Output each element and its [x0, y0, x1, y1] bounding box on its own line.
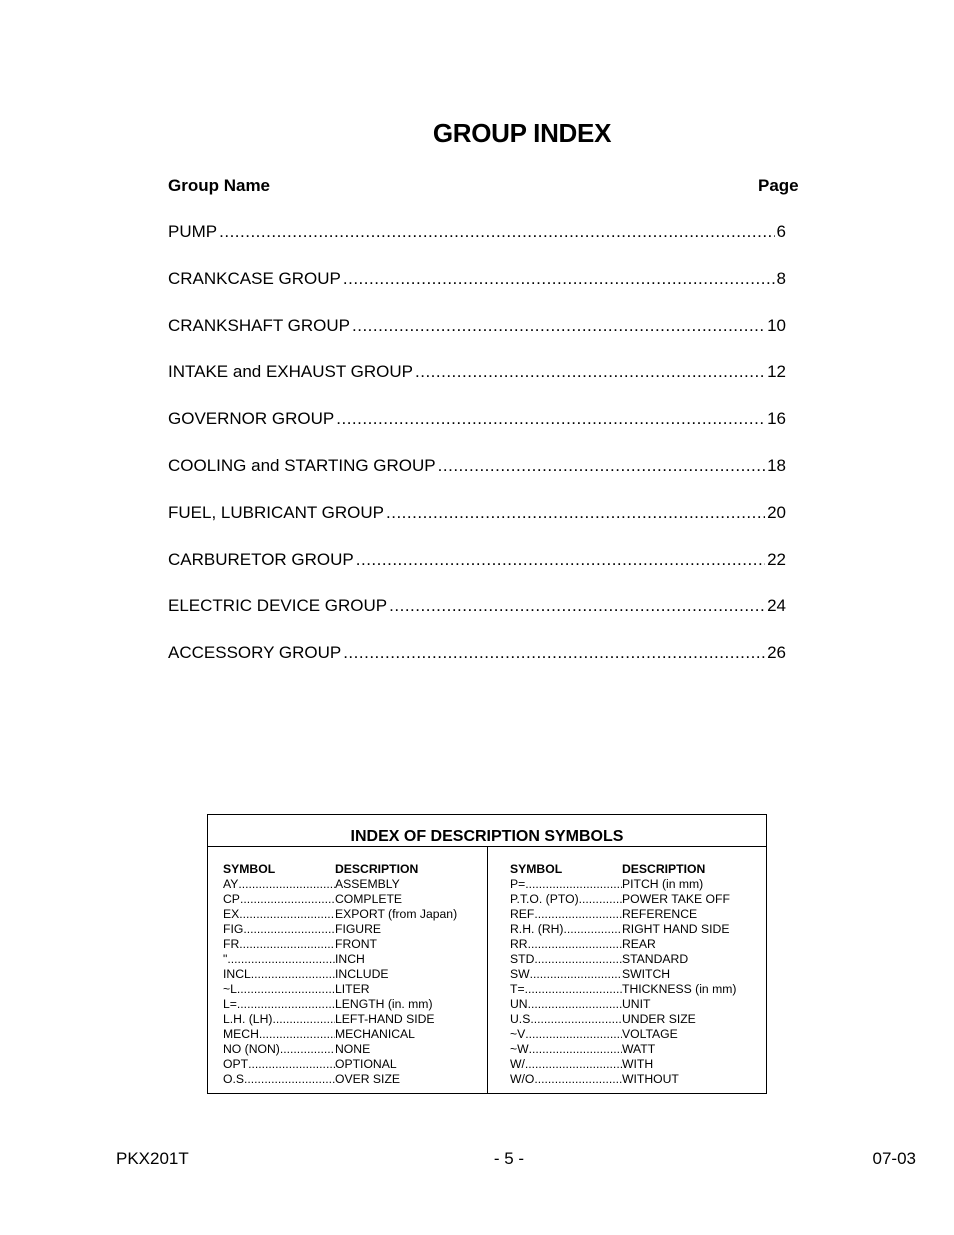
dot-leader: [240, 892, 335, 907]
symbol-description: THICKNESS (in mm): [622, 982, 737, 996]
symbol-cell: [223, 1012, 335, 1027]
symbol-cell: [510, 907, 622, 922]
dot-leader: [525, 1057, 622, 1072]
symbol-code: P=: [510, 877, 526, 891]
symbol-description: NONE: [335, 1042, 371, 1056]
symbol-description: ASSEMBLY: [335, 877, 400, 891]
symbols-box-title: [208, 815, 766, 847]
symbol-cell: [223, 1072, 335, 1087]
toc-entry: [168, 222, 786, 269]
symbol-cell: [223, 997, 335, 1012]
symbol-row: [510, 997, 736, 1012]
symbol-description: RIGHT HAND SIDE: [622, 922, 730, 936]
footer-page-number: - 5 -: [493, 1149, 525, 1168]
symbol-cell: [510, 1012, 622, 1027]
symbol-code: FIG: [223, 922, 244, 936]
symbol-code: CP: [223, 892, 240, 906]
symbol-row: [510, 877, 736, 892]
symbol-description: REFERENCE: [622, 907, 698, 921]
symbol-code: ~V: [510, 1027, 526, 1041]
symbol-description: SWITCH: [622, 967, 671, 981]
symbol-row: [223, 1042, 457, 1057]
dot-leader: [415, 362, 765, 382]
symbol-cell: [510, 1042, 622, 1057]
toc-entry: [168, 643, 786, 690]
symbol-cell: [510, 982, 622, 997]
toc-entry: [168, 409, 786, 456]
group-index-list: [168, 222, 786, 690]
symbol-description: FRONT: [335, 937, 377, 951]
toc-entry-page: 10: [767, 315, 786, 335]
symbol-description: WATT: [622, 1042, 656, 1056]
dot-leader: [525, 982, 622, 997]
dot-leader: [280, 1042, 335, 1057]
symbol-description: LEFT-HAND SIDE: [335, 1012, 435, 1026]
symbol-row: [510, 967, 736, 982]
symbol-description: STANDARD: [622, 952, 689, 966]
symbol-description: INCLUDE: [335, 967, 389, 981]
symbol-cell: [223, 907, 335, 922]
symbol-description: WITHOUT: [622, 1072, 679, 1086]
symbol-cell: [510, 952, 622, 967]
symbol-row: [510, 1057, 736, 1072]
dot-leader: [237, 997, 335, 1012]
symbol-row: [223, 952, 457, 967]
symbol-description: INCH: [335, 952, 365, 966]
dot-leader: [525, 1027, 622, 1042]
symbol-cell: [223, 967, 335, 982]
toc-entry: [168, 456, 786, 503]
toc-entry: [168, 269, 786, 316]
symbol-row: [223, 1012, 457, 1027]
symbol-code: OPT: [223, 1057, 249, 1071]
symbol-row: [223, 877, 457, 892]
dot-leader: [356, 550, 765, 570]
toc-entry-name: PUMP: [168, 222, 218, 241]
symbol-cell: [223, 1027, 335, 1042]
symbol-row: [510, 1072, 736, 1087]
dot-leader: [343, 643, 765, 663]
symbol-row: [223, 1057, 457, 1072]
symbol-description: LENGTH (in. mm): [335, 997, 433, 1011]
symbol-cell: [510, 1027, 622, 1042]
toc-entry: [168, 503, 786, 550]
symbol-code: W/: [510, 1057, 525, 1071]
symbols-left-header: [223, 862, 457, 877]
footer-date: 07-03: [872, 1149, 916, 1168]
symbol-description: UNDER SIZE: [622, 1012, 696, 1026]
symbol-row: [223, 922, 457, 937]
symbol-cell: [510, 997, 622, 1012]
dot-leader: [219, 222, 774, 242]
toc-entry-name: CARBURETOR GROUP: [168, 549, 354, 569]
symbol-code: W/O: [510, 1072, 535, 1086]
symbols-right-header: [510, 862, 736, 877]
description-symbols-box: [207, 814, 767, 1094]
symbol-description: VOLTAGE: [622, 1027, 678, 1041]
dot-leader: [238, 877, 335, 892]
symbol-code: UN: [510, 997, 528, 1011]
toc-entry: [168, 362, 786, 409]
toc-entry-page: 6: [776, 222, 786, 241]
toc-entry-page: 12: [767, 362, 786, 382]
symbol-row: [223, 997, 457, 1012]
symbol-cell: [510, 892, 622, 907]
footer-model: PKX201T: [116, 1149, 189, 1168]
symbol-row: [223, 1027, 457, 1042]
dot-leader: [386, 503, 765, 523]
dot-leader: [530, 967, 622, 982]
symbol-row: [510, 1042, 736, 1057]
dot-leader: [343, 269, 775, 289]
symbol-code: ~L: [223, 982, 237, 996]
symbol-code: RR.: [510, 937, 531, 951]
toc-entry-page: 8: [776, 268, 786, 288]
symbol-row: [223, 967, 457, 982]
toc-entry-name: ELECTRIC DEVICE GROUP: [168, 596, 388, 616]
group-name-heading: Group Name: [168, 176, 271, 195]
toc-entry: [168, 550, 786, 597]
symbol-cell: [510, 1057, 622, 1072]
dot-leader: [248, 1057, 335, 1072]
toc-entry-name: INTAKE and EXHAUST GROUP: [168, 362, 413, 382]
description-column-header: DESCRIPTION: [622, 862, 706, 876]
toc-entry-page: 20: [767, 502, 786, 522]
symbol-row: [223, 982, 457, 997]
dot-leader: [531, 937, 622, 952]
page-title: GROUP INDEX: [432, 118, 612, 148]
symbol-cell: [510, 937, 622, 952]
dot-leader: [243, 922, 335, 937]
symbol-cell: [510, 967, 622, 982]
symbol-description: POWER TAKE OFF: [622, 892, 730, 906]
symbol-code: STD.: [510, 952, 538, 966]
dot-leader: [529, 1042, 622, 1057]
symbol-description: UNIT: [622, 997, 651, 1011]
symbol-code: SW: [510, 967, 530, 981]
symbol-row: [510, 907, 736, 922]
symbol-code: MECH: [223, 1027, 259, 1041]
dot-leader: [534, 907, 622, 922]
dot-leader: [227, 952, 335, 967]
dot-leader: [538, 952, 622, 967]
symbol-cell: [510, 1072, 622, 1087]
symbol-description: WITH: [622, 1057, 654, 1071]
symbol-column-header: SYMBOL: [223, 862, 276, 876]
symbol-description: OVER SIZE: [335, 1072, 401, 1086]
symbol-code: T=: [510, 982, 525, 996]
dot-leader: [534, 1072, 622, 1087]
symbol-code: NO (NON): [223, 1042, 280, 1056]
symbol-row: [510, 952, 736, 967]
symbol-description: OPTIONAL: [335, 1057, 397, 1071]
symbol-code: INCL.: [223, 967, 255, 981]
toc-entry-name: CRANKCASE GROUP: [168, 268, 341, 288]
symbol-code: O.S.: [223, 1072, 248, 1086]
symbol-cell: [223, 937, 335, 952]
dot-leader: [438, 456, 765, 476]
toc-entry-page: 18: [767, 455, 786, 475]
toc-entry: [168, 316, 786, 363]
symbol-row: [510, 892, 736, 907]
dot-leader: [247, 1072, 335, 1087]
symbol-row: [223, 937, 457, 952]
dot-leader: [254, 967, 335, 982]
dot-leader: [239, 907, 335, 922]
symbol-description: EXPORT (from Japan): [335, 907, 458, 921]
column-divider: [487, 847, 488, 1093]
symbol-cell: [223, 877, 335, 892]
symbol-code: FR: [223, 937, 240, 951]
symbol-code: R.H. (RH): [510, 922, 564, 936]
dot-leader: [272, 1012, 335, 1027]
symbol-cell: [223, 1042, 335, 1057]
symbol-row: [223, 1072, 457, 1087]
symbol-description: FIGURE: [335, 922, 382, 936]
symbol-code: EX: [223, 907, 240, 921]
symbol-row: [510, 1027, 736, 1042]
toc-entry-name: COOLING and STARTING GROUP: [168, 455, 436, 475]
symbol-cell: [510, 877, 622, 892]
symbol-row: [510, 937, 736, 952]
symbol-description: MECHANICAL: [335, 1027, 415, 1041]
symbol-column-header: SYMBOL: [510, 862, 563, 876]
dot-leader: [525, 877, 622, 892]
dot-leader: [530, 1012, 622, 1027]
toc-entry-name: FUEL, LUBRICANT GROUP: [168, 502, 385, 522]
symbol-description: PITCH (in mm): [622, 877, 704, 891]
symbol-cell: [223, 922, 335, 937]
page-heading: Page: [758, 176, 799, 195]
symbol-code: L=: [223, 997, 237, 1011]
toc-entry-name: CRANKSHAFT GROUP: [168, 315, 350, 335]
symbol-cell: [223, 892, 335, 907]
dot-leader: [389, 596, 765, 616]
symbol-description: LITER: [335, 982, 370, 996]
toc-entry-page: 24: [767, 596, 786, 616]
toc-entry-page: 22: [767, 549, 786, 569]
dot-leader: [239, 937, 335, 952]
symbol-code: REF: [510, 907, 535, 921]
dot-leader: [352, 316, 765, 336]
dot-leader: [237, 982, 335, 997]
description-column-header: DESCRIPTION: [335, 862, 419, 876]
symbol-cell: [223, 982, 335, 997]
symbol-cell: [223, 1057, 335, 1072]
symbol-code: ": [223, 952, 228, 966]
symbols-right-column: [510, 862, 736, 1087]
dot-leader: [563, 922, 622, 937]
symbol-row: [510, 922, 736, 937]
toc-entry: [168, 596, 786, 643]
symbol-row: [510, 982, 736, 997]
symbol-description: REAR: [622, 937, 656, 951]
symbols-left-column: [223, 862, 457, 1087]
symbol-code: U.S: [510, 1012, 531, 1026]
toc-entry-name: GOVERNOR GROUP: [168, 409, 335, 429]
symbol-code: AY: [223, 877, 239, 891]
symbol-description: COMPLETE: [335, 892, 403, 906]
symbol-row: [223, 907, 457, 922]
dot-leader: [259, 1027, 335, 1042]
dot-leader: [528, 997, 622, 1012]
toc-entry-page: 16: [767, 409, 786, 429]
toc-entry-page: 26: [767, 643, 786, 663]
symbol-code: L.H. (LH): [223, 1012, 273, 1026]
dot-leader: [336, 409, 765, 429]
symbols-box-title-text: INDEX OF DESCRIPTION SYMBOLS: [350, 828, 624, 845]
dot-leader: [579, 892, 622, 907]
symbol-row: [510, 1012, 736, 1027]
toc-entry-name: ACCESSORY GROUP: [168, 643, 342, 663]
symbol-code: ~W: [510, 1042, 529, 1056]
symbol-row: [223, 892, 457, 907]
symbol-cell: [223, 952, 335, 967]
symbol-cell: [510, 922, 622, 937]
symbol-code: P.T.O. (PTO): [510, 892, 579, 906]
